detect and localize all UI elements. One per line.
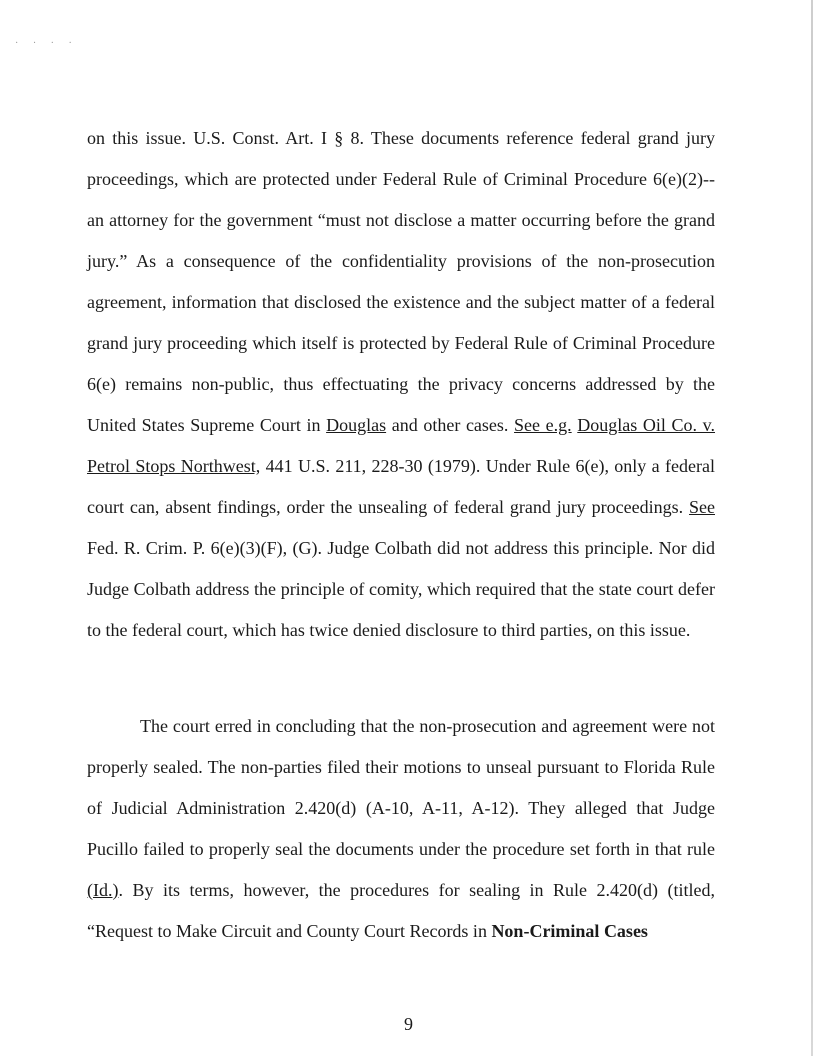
paragraph1-segment: See e.g. <box>514 415 572 435</box>
scan-edge-line <box>811 0 813 1056</box>
paragraph1-segment: 441 U.S. 211, 228-30 (1979). Under Rule 6(e), only a federal court can, absent findings, order the unsealing of federal grand jury proceedings. <box>87 456 715 517</box>
paragraph1-segment: Fed. R. Crim. P. 6(e)(3)(F), (G). Judge Colbath did not address this principle. Nor did Judge Colbath address the principle of comity, which required that the state court defer to the federal court, which has twice denied disclosure to third parties, on this issue. <box>87 538 715 640</box>
paragraph1-segment: on this issue. U.S. Const. Art. I § 8. These documents reference federal grand jury proceedings, which are protected under Federal Rule of Criminal Procedure 6(e)(2)--an attorney for the government “must not disclose a matter occurring before the grand jury.” As a consequence of the confidentiality provisions of the non-prosecution agreement, information that disclosed the existence and the subject matter of a federal grand jury proceeding which itself is protected by Federal Rule of Criminal Procedure 6(e) remains non-public, thus effectuating the privacy concerns addressed by the United States Supreme Court in <box>87 128 715 435</box>
paragraph2-segment: The court erred in concluding that the non-prosecution and agreement were not properly sealed. The non-parties filed their motions to unseal pursuant to Florida Rule of Judicial Administration 2.420(d) (A-10, A-11, A-12). They alleged that Judge Pucillo failed to properly seal the documents under the procedure set forth in that rule <box>87 716 715 859</box>
paragraph2-segment: . By its terms, however, the procedures for sealing in Rule 2.420(d) (titled, “Request to Make Circuit and County Court Records in <box>87 880 715 941</box>
paragraph2-segment: (Id.) <box>87 880 119 900</box>
paragraph1-segment: and other cases. <box>386 415 515 435</box>
paragraph1-segment: Douglas <box>326 415 387 435</box>
paragraph-2 <box>87 706 715 952</box>
paragraph-1 <box>87 118 715 651</box>
paragraph2-segment: Non-Criminal Cases <box>491 921 648 941</box>
paragraph1-segment: Douglas Oil Co. v. Petrol Stops Northwest, <box>87 415 715 476</box>
paragraph1-segment: See <box>689 497 715 517</box>
scan-specks: · · · · <box>15 38 78 49</box>
page-number: 9 <box>404 1014 413 1034</box>
